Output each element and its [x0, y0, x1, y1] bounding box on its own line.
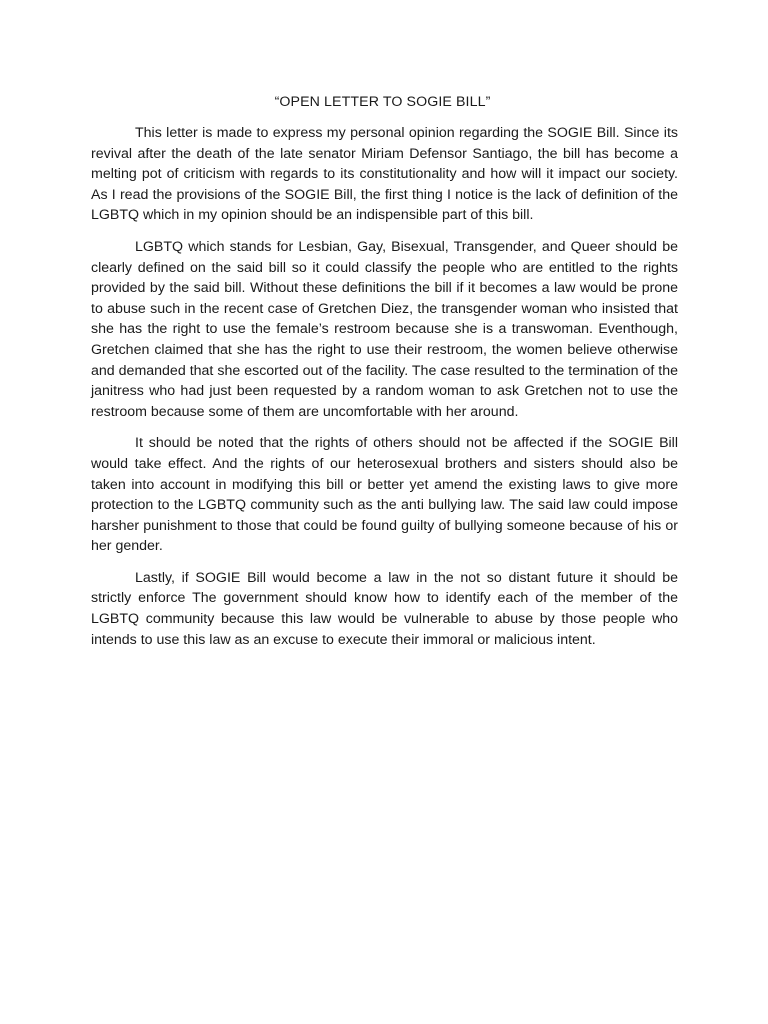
paragraph-2: LGBTQ which stands for Lesbian, Gay, Bisexual, Transgender, and Queer should be clearly defined on the said bill so it could classify the people who are entitled to the rights provided by the said bill. Without these definitions the bill if it becomes a law would be prone to abuse such in the recent case of Gretchen Diez, the transgender woman who insisted that she has the right to use the female’s restroom because she is a transwoman. Eventhough, Gretchen claimed that she has the right to use their restroom, the women believe otherwise and demanded that she escorted out of the facility. The case resulted to the termination of the janitress who had just been requested by a random woman to ask Gretchen not to use the restroom because some of them are uncomfortable with her around. — [91, 238, 678, 420]
paragraph-1: This letter is made to express my personal opinion regarding the SOGIE Bill. Since its revival after the death of the late senator Miriam Defensor Santiago, the bill has become a melting pot of criticism with regards to its constitutionality and how will it impact our society. As I read the provisions of the SOGIE Bill, the first thing I notice is the lack of definition of the LGBTQ which in my opinion should be an indispensible part of this bill. — [91, 125, 678, 224]
document-title: “OPEN LETTER TO SOGIE BILL” — [274, 94, 491, 110]
document-body — [91, 92, 678, 661]
paragraph-3: It should be noted that the rights of others should not be affected if the SOGIE Bill would take effect. And the rights of our heterosexual brothers and sisters should also be taken into account in modifying this bill or better yet amend the existing laws to give more protection to the LGBTQ community such as the anti bullying law. The said law could impose harsher punishment to those that could be found guilty of bullying someone because of his or her gender. — [91, 435, 678, 555]
paragraph-4: Lastly, if SOGIE Bill would become a law in the not so distant future it should be strictly enforce The government should know how to identify each of the member of the LGBTQ community because this law would be vulnerable to abuse by those people who intends to use this law as an excuse to execute their immoral or malicious intent. — [91, 569, 678, 648]
